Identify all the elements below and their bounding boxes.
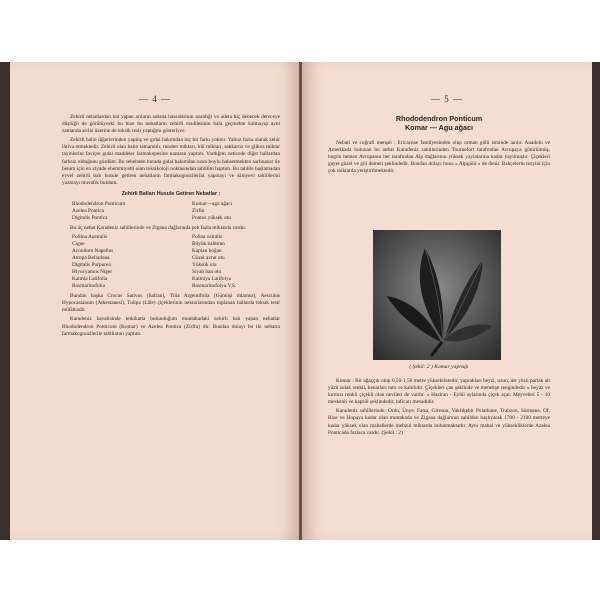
plant-name: Komar—agu ağacı (192, 201, 233, 208)
plant-name: Polina ostralis (192, 234, 223, 241)
left-page (10, 62, 300, 540)
plant-name: Pollina Australis (72, 234, 108, 241)
plant-name: Rosmarinofolia (72, 283, 105, 290)
plant-name: Siyah ban otu (192, 269, 222, 276)
leaf-illustration (373, 230, 501, 360)
plant-name: Digitalis Pontica (72, 215, 108, 222)
plant-name: Pontos yüksek otu (192, 215, 231, 222)
plant-list-2 (72, 234, 280, 290)
paragraph: Komar : Bir ağaççık olup 0,50-1,50 metre yüksekliktedir, yaprakları beyzi, uzun, üst yüzü parlak alt yüzü solak renkli, kenarları tam ve kalıtlıdır. Çiçekleri çan şeklinde ve menekşe rengindedir « beyaz ve kırmızı renkli çiçekli olan nevileri de vardır. » Haziran - Eylül aylarında çiçek açar. Meyveleri 5 - 10 meskenli ve kapsül şeklindedir, inficarı mesadidir. (328, 378, 550, 406)
plant-name: Digitalis Purpurea (72, 262, 111, 269)
right-text-column-bottom (328, 378, 550, 439)
left-text-column (62, 114, 280, 340)
paragraph: Nebati ve coğrafi menşei : Ericaceae familyesinden olup orman gülü isminde anılır. Anadolu ve Amerikada bulunan bu nebat Karadeniz sahillerinden Tournefort tarafından Avrupaya götürülmüş, bugün hemen Avrupanın her tarafından Alp dağlarının yüksek yaylalarına kadar yayılmıştır. Çiçekleri gayet güzel ve gül demeti şeklindedir. Bundan dolayı buna « Alpgülü » de denir. Bahçelerin tezyini için çok miktarda yetiştirilmektedir. (328, 140, 550, 175)
page-number: — 4 — (139, 94, 171, 104)
plant-name: Aconitum Napellus (72, 248, 114, 255)
leaf-photo (373, 230, 501, 360)
plant-name: Yüksük otu (192, 262, 217, 269)
paragraph: Karadeniz sahillerinde: Ordu, Ünye, Fatsa, Giresun, Vakfıkebir Polathane, Trabzon, Sürmene, Of, Rize ve Hopaya kadar olan mıntakada ve Zigana dağlarının sahilden başlıyarak 1700 - 2100 metreye kadar yüksek olan mahallerde mebzul miktarda bulunmaktadır. Aynı mahal ve yüksekliklerde Azelea Ponticada fazlaca vardır. (Şekil : 2) (328, 408, 550, 436)
paragraph: Zehirli nebatlardan bal yapan arıların sokma hassalarının azaldığı ve adeta hiç denecek dereceye düştüğü de görülüyorki bu bize bu nebatların zehirli maddesinin bala geçmekte kalmayıp ayni zamanda arılar üzerine de toksik tesir yaptığını gösteriyor. (62, 114, 280, 135)
article-subtitle: Komar — Agu ağacı (404, 123, 474, 132)
plant-name: Kalmia Latifolia (72, 276, 108, 283)
figure-caption: ( Şekil: 2 ) Komar yaprağı (409, 364, 469, 370)
right-text-column-top (328, 114, 550, 177)
article-title: Rhododendron Ponticum (395, 114, 483, 123)
plant-name: Zirfin (192, 208, 205, 215)
paragraph: Bu üç nebat Karadeniz sahillerinde ve Zigana dağlarında pek fazla miktarda vardır. (70, 225, 247, 232)
plant-name: Kalmiya Latifolya (192, 276, 231, 283)
plant-name: Güzel avrat otu (192, 255, 225, 262)
plant-name: Kaplan boğan (192, 248, 222, 255)
plant-name: Rhododendron Ponticum (72, 201, 126, 208)
plant-name: Hiyocyamus Niger (72, 269, 113, 276)
section-heading: Zehirli Balları Husule Getiren Nebatlar : (121, 190, 221, 197)
page-number: — 5 — (431, 94, 463, 104)
paragraph: Zehirli balın diğerlerinden yapılış ve gıdai bakımdan hiç bir farkı yoktur. Yalnız fazla olarak zehir ihtiva etmektedir. Zehirli olan balın tamamlılı, rutubet miktarı, kül miktarı, sakkaroz ve glikoz miktar tayinlerini faviçre gıdai maddeler farmakopesine nazaran yaptım. Vardığım neticede diğer ballardan farksız olduğunu gördüm. Bu sebebden burada gıdai bakımdan uzun boylu bahsetmekten sarfınazar ile benim için en ziyade ehemmiyetli olan toksikoloji noktasından tahlilini baptım. Bu tahlile başlamadan evvel zehirli balı husule getiren nebatların farmakognozilerini yapmayı ve kimyevi tahlillerini yazmayı muvafık buldum. (62, 137, 280, 186)
plant-name: Azelea Pontica (72, 208, 104, 215)
paragraph: Karadeniz havalisinde tetkikatta bulunduğum muntakadaki zehirli balı yapan nebatlar Rhododendron Ponticum (Komar) ve Azelea Pontica (Zirfin) dir. Bundan dolayı bu iki nebatın farmakognozilerile tahlilatını yaptım. (62, 316, 280, 337)
plant-list-1 (72, 201, 280, 222)
plant-name: Cigue (72, 241, 85, 248)
plant-name: Atropa Belladona (72, 255, 110, 262)
plant-name: Rosmarinofolya.V.S. (192, 283, 237, 290)
plant-name: Büyük baldıran (192, 241, 225, 248)
right-page (302, 62, 592, 540)
paragraph: Bundan başka Crocus Sativus (Safran), Tilia Argentifolia (Gümüşi ıhlamur), Aesculus Hypocastanum (Atkestanesi), Tulipa (Lâle) çiçeklerinin nektarlarından toplanan ballarda toksik tesir mülâhizdir. (62, 293, 280, 314)
